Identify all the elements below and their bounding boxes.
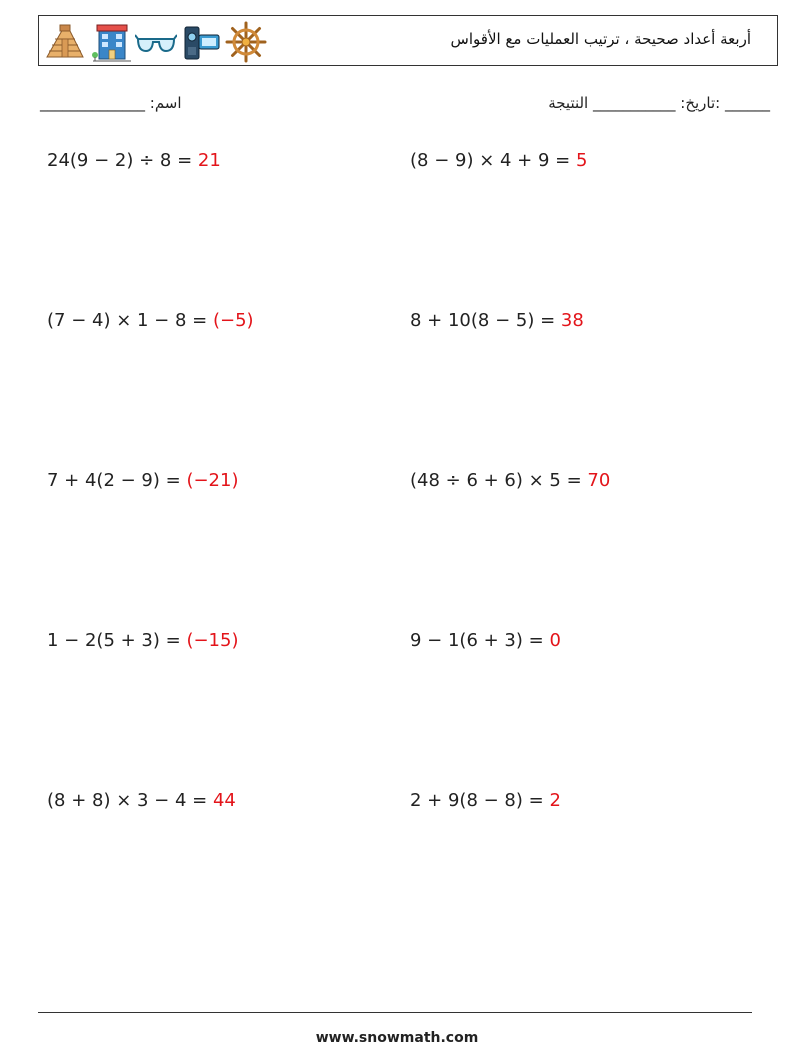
- problem-answer: 38: [560, 310, 584, 331]
- camcorder-icon: [181, 21, 223, 63]
- problem-2: [410, 150, 587, 171]
- problem-answer: 0: [549, 630, 561, 651]
- problem-expression: 1 − 2(5 + 3) =: [47, 630, 187, 651]
- worksheet-title: أربعة أعداد صحيحة ، ترتيب العمليات مع الأقواس: [450, 30, 751, 48]
- glasses-icon: [135, 21, 177, 63]
- problem-answer: (−5): [212, 310, 254, 331]
- problem-answer: (−15): [186, 630, 239, 651]
- ship-wheel-icon: [225, 21, 267, 63]
- problem-10: [410, 790, 561, 811]
- header-box: [38, 15, 778, 66]
- problem-answer: 5: [575, 150, 588, 171]
- problem-expression: (8 − 9) × 4 + 9 =: [410, 150, 576, 171]
- problem-answer: (−21): [186, 470, 239, 491]
- footer-divider: [38, 1012, 752, 1013]
- problem-9: [47, 790, 236, 811]
- problem-4: [410, 310, 584, 331]
- name-field-label: ______________ :اسم: [40, 94, 182, 112]
- problem-1: [47, 150, 221, 171]
- problem-expression: 24(9 − 2) ÷ 8 =: [47, 150, 198, 171]
- date-score-label: ______ :تاريخ: ___________ النتيجة: [548, 94, 770, 112]
- problem-6: [410, 470, 610, 491]
- problem-answer: 21: [197, 150, 221, 171]
- problem-expression: (7 − 4) × 1 − 8 =: [47, 310, 213, 331]
- problem-expression: (8 + 8) × 3 − 4 =: [47, 790, 213, 811]
- problem-8: [410, 630, 561, 651]
- pyramid-icon: [43, 21, 85, 63]
- problem-expression: 7 + 4(2 − 9) =: [47, 470, 187, 491]
- problem-expression: (48 ÷ 6 + 6) × 5 =: [410, 470, 588, 491]
- footer-url: www.snowmath.com: [315, 1030, 479, 1046]
- problem-7: [47, 630, 238, 651]
- problem-5: [47, 470, 238, 491]
- problem-3: [47, 310, 254, 331]
- problem-expression: 8 + 10(8 − 5) =: [410, 310, 561, 331]
- problem-expression: 2 + 9(8 − 8) =: [410, 790, 550, 811]
- problem-answer: 44: [212, 790, 236, 811]
- problem-answer: 2: [549, 790, 561, 811]
- building-icon: [91, 21, 133, 63]
- problem-answer: 70: [587, 470, 611, 491]
- problem-expression: 9 − 1(6 + 3) =: [410, 630, 550, 651]
